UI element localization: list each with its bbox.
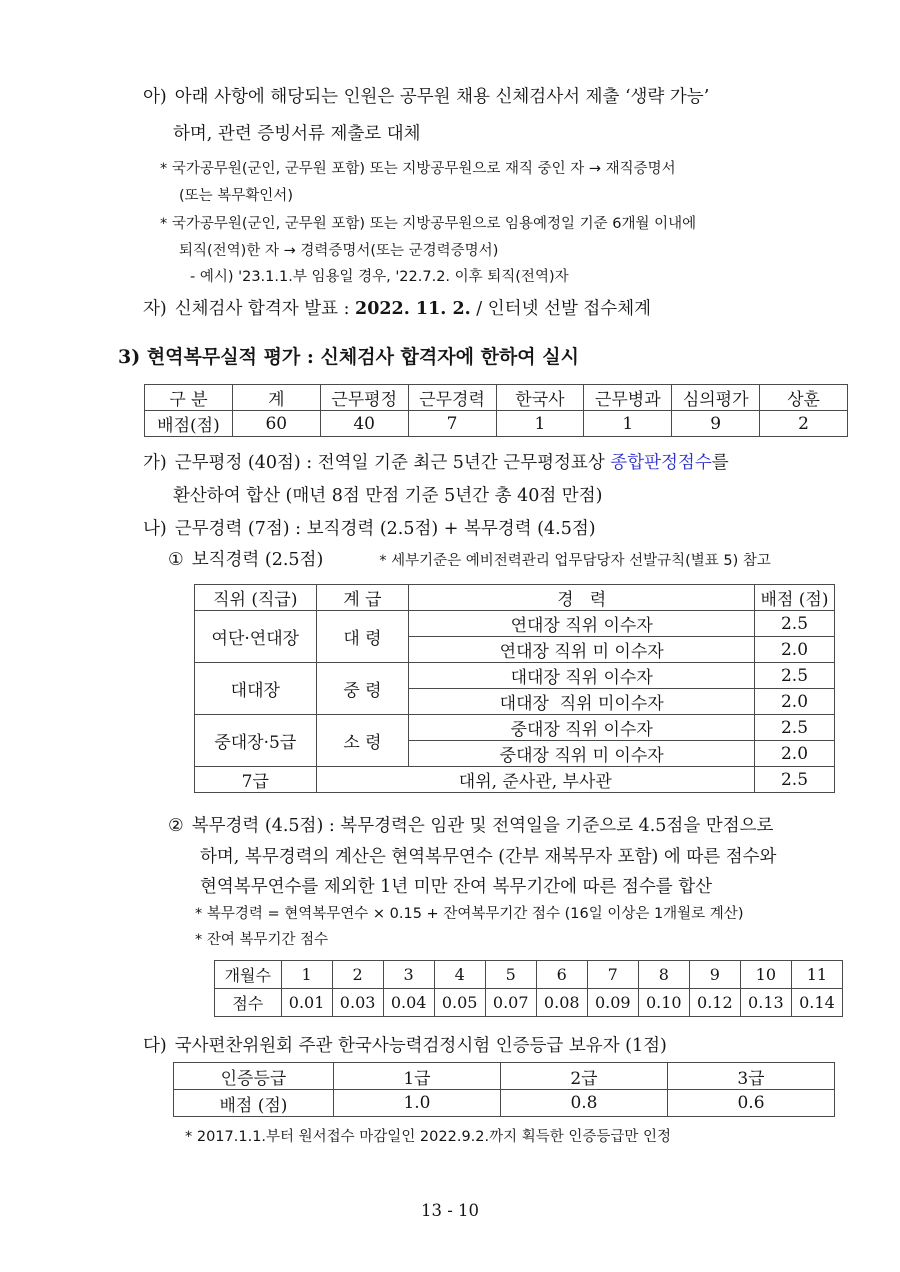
- table-header-cell: 직위 (직급): [195, 585, 317, 611]
- score-cell: 0.07: [485, 989, 536, 1017]
- section-ja-line: [143, 298, 900, 321]
- score-cell: 0.08: [536, 989, 587, 1017]
- table-header-cell: 상훈: [760, 385, 848, 411]
- circled-2-marker: ②: [168, 816, 184, 836]
- ga-text-post: 를: [711, 453, 729, 473]
- position-cell: 여단·연대장: [195, 611, 317, 663]
- table-header-row: [215, 961, 843, 989]
- section-ga-line2: 환산하여 합산 (매년 8점 만점 기준 5년간 총 40점 만점): [173, 486, 603, 506]
- score-cell: 2.5: [754, 715, 834, 741]
- position-cell: 중대장·5급: [195, 715, 317, 767]
- item1-title: 보직경력 (2.5점): [191, 550, 324, 570]
- list-label-ga: 가): [143, 453, 167, 473]
- table-header-cell: 배점 (점): [754, 585, 834, 611]
- page-number: 13 - 10: [420, 1201, 480, 1220]
- score-cell: 0.05: [434, 989, 485, 1017]
- career-cell: 대대장 직위 이수자: [409, 663, 755, 689]
- rank-cell: 소 령: [316, 715, 409, 767]
- score-cell: 0.04: [383, 989, 434, 1017]
- score-cell: 0.13: [740, 989, 791, 1017]
- score-cell: 0.03: [332, 989, 383, 1017]
- na-text: 근무경력 (7점) : 보직경력 (2.5점) + 복무경력 (4.5점): [174, 519, 596, 539]
- score-cell: 2.0: [754, 741, 834, 767]
- item2-text1: 복무경력 (4.5점) : 복무경력은 임관 및 전역일을 기준으로 4.5점을 만점으로: [191, 816, 774, 836]
- section-ah-text1: 아래 사항에 해당되는 인원은 공무원 채용 신체검사서 제출 ‘생략 가능’: [174, 87, 710, 107]
- remaining-months-table: [214, 960, 843, 1017]
- career-cell: 대위, 준사관, 부사관: [316, 767, 754, 793]
- position-cell: 7급: [195, 767, 317, 793]
- item2-line2: 하며, 복무경력의 계산은 현역복무연수 (간부 재복무자 포함) 에 따른 점수와: [200, 847, 777, 867]
- table-row: [195, 663, 835, 689]
- list-label-da: 다): [143, 1036, 167, 1056]
- score-cell: 2.5: [754, 767, 834, 793]
- table-header-cell: 인증등급: [174, 1063, 334, 1090]
- table-header-cell: 경 력: [409, 585, 755, 611]
- rank-cell: 대 령: [316, 611, 409, 663]
- ga-text-pre: 근무평정 (40점) : 전역일 기준 최근 5년간 근무평정표상: [174, 453, 611, 473]
- table-header-cell: 계 급: [316, 585, 409, 611]
- ah-note1-line2: (또는 복무확인서): [179, 188, 293, 204]
- section-da-line: [143, 1035, 900, 1058]
- table-cell: 1: [496, 411, 584, 437]
- section-ah-line2: 하며, 관련 증빙서류 제출로 대체: [173, 124, 421, 144]
- ah-note2-line1: * 국가공무원(군인, 군무원 포함) 또는 지방공무원으로 임용예정일 기준 6개월 이내에: [160, 216, 697, 232]
- score-cell: 2.0: [754, 637, 834, 663]
- korean-history-table: [173, 1062, 835, 1117]
- section-ga-line1: [143, 452, 900, 475]
- position-cell: 대대장: [195, 663, 317, 715]
- announcement-date: 2022. 11. 2.: [355, 299, 471, 319]
- table-header-cell: 계: [232, 385, 320, 411]
- grade-cell: 2급: [500, 1063, 667, 1090]
- position-career-table: [194, 584, 835, 793]
- item1-line: [168, 549, 900, 573]
- month-cell: 2: [332, 961, 383, 989]
- table-row: [215, 989, 843, 1017]
- table-header-cell: 근무병과: [584, 385, 672, 411]
- circled-1-marker: ①: [168, 550, 184, 570]
- item1-note: * 세부기준은 예비전력관리 업무담당자 선발규칙(별표 5) 참고: [379, 553, 771, 569]
- table-cell: 배점(점): [145, 411, 233, 437]
- month-cell: 7: [587, 961, 638, 989]
- table-row: [174, 1090, 835, 1117]
- section-ah-line1: [143, 86, 900, 109]
- section-na-line: [143, 518, 900, 541]
- score-cell: 0.14: [791, 989, 842, 1017]
- table-row: [195, 767, 835, 793]
- score-cell: 0.01: [281, 989, 332, 1017]
- da-text: 국사편찬위원회 주관 한국사능력검정시험 인증등급 보유자 (1점): [174, 1036, 667, 1056]
- career-cell: 중대장 직위 이수자: [409, 715, 755, 741]
- career-cell: 연대장 직위 이수자: [409, 611, 755, 637]
- score-cell: 0.12: [689, 989, 740, 1017]
- table-cell: 40: [320, 411, 408, 437]
- ja-text-pre: 신체검사 합격자 발표 :: [174, 299, 356, 319]
- score-cell: 0.6: [667, 1090, 834, 1117]
- da-note: * 2017.1.1.부터 원서접수 마감일인 2022.9.2.까지 획득한 인증등급만 인정: [185, 1129, 672, 1145]
- month-cell: 10: [740, 961, 791, 989]
- month-cell: 6: [536, 961, 587, 989]
- table-row: [195, 611, 835, 637]
- table-row: [195, 715, 835, 741]
- score-cell: 1.0: [333, 1090, 500, 1117]
- score-cell: 0.10: [638, 989, 689, 1017]
- table-header-cell: 개월수: [215, 961, 282, 989]
- item2-table-note: * 잔여 복무기간 점수: [195, 932, 329, 948]
- table-row: [145, 411, 848, 437]
- table-header-cell: 구 분: [145, 385, 233, 411]
- table-header-cell: 근무경력: [408, 385, 496, 411]
- list-label-ja: 자): [143, 299, 167, 319]
- grade-cell: 1급: [333, 1063, 500, 1090]
- table-header-cell: 점수: [215, 989, 282, 1017]
- table-cell: 7: [408, 411, 496, 437]
- table-header-row: [195, 585, 835, 611]
- rank-cell: 중 령: [316, 663, 409, 715]
- career-cell: 대대장 직위 미이수자: [409, 689, 755, 715]
- month-cell: 8: [638, 961, 689, 989]
- score-cell: 2.5: [754, 611, 834, 637]
- score-cell: 2.0: [754, 689, 834, 715]
- item2-line3: 현역복무연수를 제외한 1년 미만 잔여 복무기간에 따른 점수를 합산: [200, 877, 713, 897]
- month-cell: 11: [791, 961, 842, 989]
- month-cell: 4: [434, 961, 485, 989]
- month-cell: 1: [281, 961, 332, 989]
- table-cell: 2: [760, 411, 848, 437]
- month-cell: 9: [689, 961, 740, 989]
- list-label-na: 나): [143, 519, 167, 539]
- grade-cell: 3급: [667, 1063, 834, 1090]
- list-label-ah: 아): [143, 87, 167, 107]
- ah-note1-line1: * 국가공무원(군인, 군무원 포함) 또는 지방공무원으로 재직 중인 자 → 재직증명서: [160, 161, 676, 177]
- month-cell: 5: [485, 961, 536, 989]
- score-cell: 0.09: [587, 989, 638, 1017]
- table-cell: 9: [672, 411, 760, 437]
- table-header-cell: 심의평가: [672, 385, 760, 411]
- ah-note2-line2: 퇴직(전역)한 자 → 경력증명서(또는 군경력증명서): [179, 243, 499, 259]
- ah-note2-example: - 예시) '23.1.1.부 임용일 경우, '22.7.2. 이후 퇴직(전역)자: [190, 269, 569, 285]
- table-header-cell: 한국사: [496, 385, 584, 411]
- table-header-cell: 배점 (점): [174, 1090, 334, 1117]
- table-cell: 1: [584, 411, 672, 437]
- score-cell: 0.8: [500, 1090, 667, 1117]
- career-cell: 중대장 직위 미 이수자: [409, 741, 755, 767]
- highlighted-text: 종합판정점수: [610, 453, 712, 473]
- table-header-cell: 근무평정: [320, 385, 408, 411]
- ja-text-post: / 인터넷 선발 접수체계: [470, 299, 652, 319]
- item2-line1: [168, 815, 900, 838]
- score-summary-table: [144, 384, 848, 437]
- score-cell: 2.5: [754, 663, 834, 689]
- month-cell: 3: [383, 961, 434, 989]
- table-cell: 60: [232, 411, 320, 437]
- part3-heading: 3) 현역복무실적 평가 : 신체검사 합격자에 한하여 실시: [118, 346, 579, 368]
- career-cell: 연대장 직위 미 이수자: [409, 637, 755, 663]
- table-header-row: [174, 1063, 835, 1090]
- table-header-row: [145, 385, 848, 411]
- item2-formula-note: * 복무경력 = 현역복무연수 × 0.15 + 잔여복무기간 점수 (16일 이상은 1개월로 계산): [195, 906, 744, 922]
